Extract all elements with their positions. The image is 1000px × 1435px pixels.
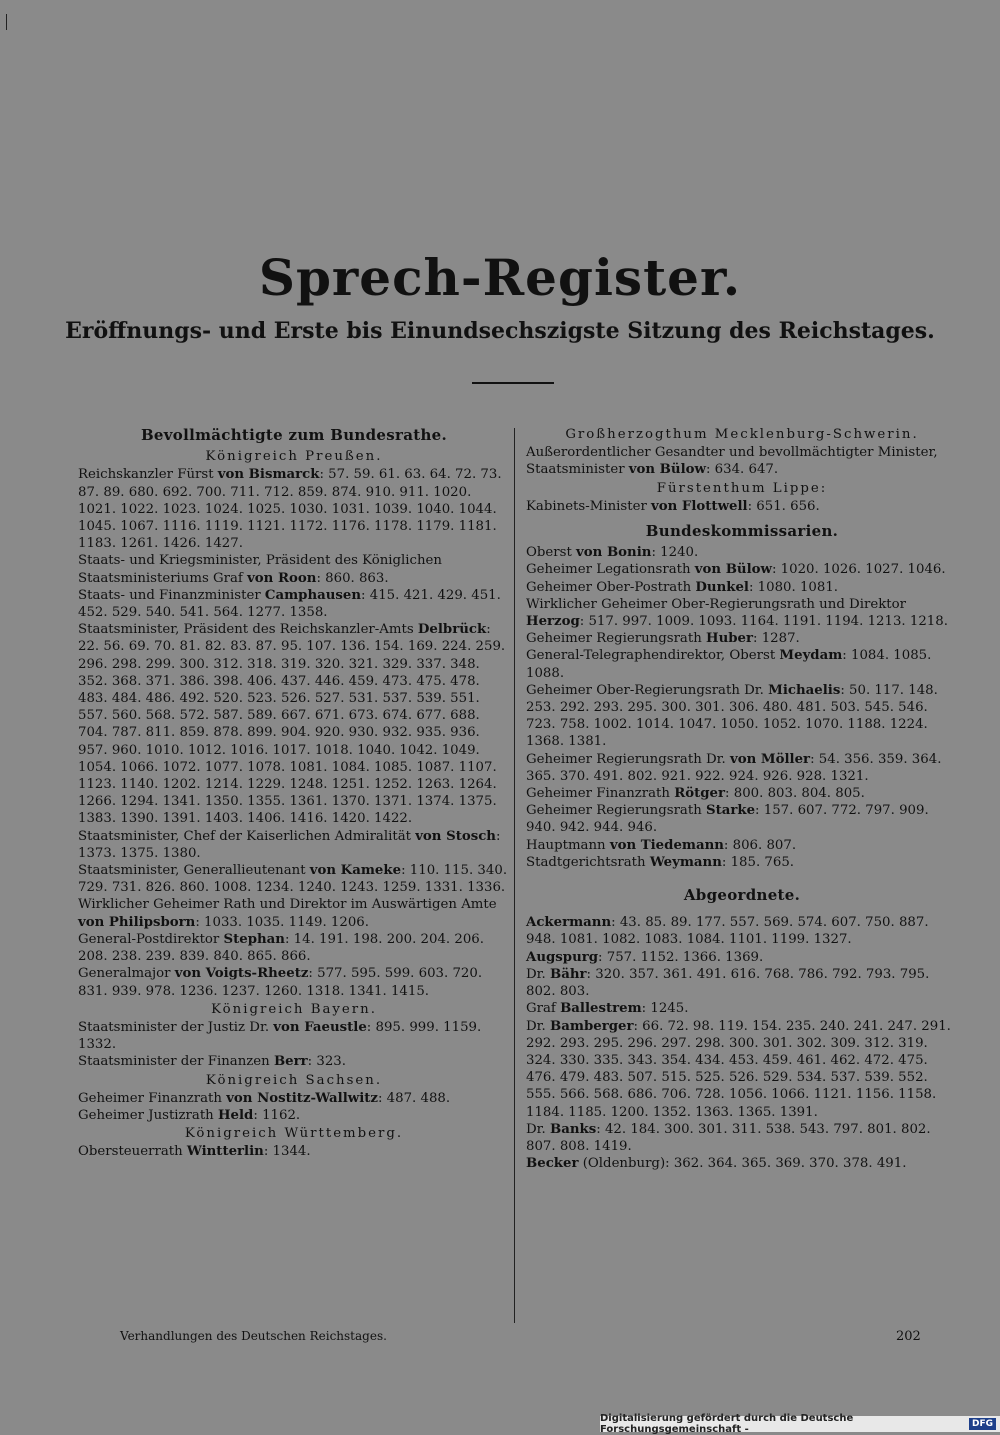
entry-name: Ballestrem: [560, 1001, 642, 1017]
entry-name: Stephan: [223, 931, 285, 947]
entry-name: Meydam: [779, 648, 843, 664]
register-entry: Staatsminister, Präsident des Reichskanzler-Amts Delbrück: 22. 56. 69. 70. 81. 82. 83. 87. 95. 107. 136. 154. 169. 224. 259. 296. 298. 299. 300. 312. 318. 319. 320. 321. 329. 337. 348. 352. 368. 371. 386. 398. 406. 437. 446. 459. 473. 475. 478. 483. 484. 486. 492. 520. 523. 526. 527. 531. 537. 539. 551. 557. 560. 568. 572. 587. 589. 667. 671. 673. 674. 677. 688. 704. 787. 811. 859. 878. 899. 904. 920. 930. 932. 935. 936. 957. 960. 1010. 1012. 1016. 1017. 1018. 1040. 1042. 1049. 1054. 1066. 1072. 1077. 1078. 1081. 1084. 1085. 1087. 1107. 1123. 1140. 1202. 1214. 1229. 1248. 1251. 1252. 1263. 1264. 1266. 1294. 1341. 1350. 1355. 1361. 1370. 1371. 1374. 1375. 1383. 1390. 1391. 1403. 1406. 1416. 1420. 1422.: [78, 622, 506, 827]
column-divider: [514, 428, 515, 1323]
entry-name: Camphausen: [264, 587, 362, 603]
register-entry: Geheimer Justizrath Held: 1162.: [78, 1107, 301, 1123]
register-entry: Staatsminister, Chef der Kaiserlichen Admiralität von Stosch: 1373. 1375. 1380.: [78, 828, 501, 861]
register-entry: General-Telegraphendirektor, Oberst Meydam: 1084. 1085. 1088.: [526, 648, 932, 681]
entry-name: Banks: [550, 1121, 597, 1137]
register-entry: Wirklicher Geheimer Ober-Regierungsrath und Direktor Herzog: 517. 997. 1009. 1093. 1164. 1191. 1194. 1213. 1218.: [526, 596, 948, 630]
entry-name: Michaelis: [768, 682, 841, 698]
register-entry: Staats- und Kriegsminister, Präsident des Königlichen Staatsministeriums Graf von Roon: 860. 863.: [78, 553, 442, 586]
entry-name: von Philipsborn: [78, 914, 196, 930]
entry-name: Dunkel: [695, 579, 749, 595]
entry-name: Becker: [526, 1156, 579, 1172]
dfg-text: Digitalisierung gefördert durch die Deutsche Forschungsgemeinschaft -: [600, 1413, 854, 1435]
register-entry: Reichskanzler Fürst von Bismarck: 57. 59. 61. 63. 64. 72. 73. 87. 89. 680. 692. 700. 711. 712. 859. 874. 910. 911. 1020. 1021. 1022. 1023. 1024. 1025. 1030. 1031. 1039. 1040. 1044. 1045. 1067. 1116. 1119. 1121. 1172. 1176. 1178. 1179. 1181. 1183. 1261. 1426. 1427.: [78, 467, 502, 552]
entry-name: Rötger: [674, 786, 726, 802]
left-column: [78, 425, 510, 1161]
entry-name: Bähr: [550, 966, 587, 982]
dfg-banner: [600, 1413, 1000, 1435]
entry-name: Held: [217, 1107, 254, 1123]
register-entry: Kabinets-Minister von Flottwell: 651. 656.: [526, 498, 820, 514]
entry-name: von Faeustle: [273, 1019, 367, 1035]
subheading-preussen: Königreich Preußen.: [205, 449, 383, 465]
right-column: [526, 425, 958, 1172]
register-entry: Stadtgerichtsrath Weymann: 185. 765.: [526, 854, 795, 870]
register-entry: Geheimer Legationsrath von Bülow: 1020. 1026. 1027. 1046.: [526, 562, 946, 578]
entry-name: Ackermann: [526, 915, 612, 931]
entry-name: von Bonin: [576, 545, 652, 561]
subheading-lippe: Fürstenthum Lippe:: [656, 480, 828, 496]
section-heading-bevollmaechtigte: Bevollmächtigte zum Bundesrathe.: [140, 426, 448, 444]
register-entry: Geheimer Ober-Regierungsrath Dr. Michaelis: 50. 117. 148. 253. 292. 293. 295. 300. 301. 306. 480. 481. 503. 545. 546. 723. 758. 1002. 1014. 1047. 1050. 1052. 1070. 1188. 1224. 1368. 1381.: [526, 682, 938, 750]
register-entry: Staatsminister der Finanzen Berr: 323.: [78, 1054, 346, 1070]
scan-mark: [6, 14, 7, 30]
entry-name: Delbrück: [417, 622, 487, 638]
register-entry: Geheimer Regierungsrath Huber: 1287.: [526, 631, 800, 647]
register-entry: Wirklicher Geheimer Rath und Direktor im Auswärtigen Amte von Philipsborn: 1033. 1035. 1149. 1206.: [78, 897, 497, 930]
register-entry: General-Postdirektor Stephan: 14. 191. 198. 200. 204. 206. 208. 238. 239. 839. 840. 865. 866.: [78, 931, 484, 965]
entry-name: Augspurg: [526, 949, 599, 965]
register-entry: Dr. Banks: 42. 184. 300. 301. 311. 538. 543. 797. 801. 802. 807. 808. 1419.: [526, 1121, 931, 1154]
section-heading-abgeordnete: Abgeordnete.: [683, 886, 801, 905]
register-entry: Geheimer Ober-Postrath Dunkel: 1080. 1081.: [526, 579, 839, 595]
register-entry: Ackermann: 43. 85. 89. 177. 557. 569. 574. 607. 750. 887. 948. 1081. 1082. 1083. 1084. 1101. 1199. 1327.: [526, 915, 929, 948]
register-entry: Geheimer Regierungsrath Starke: 157. 607. 772. 797. 909. 940. 942. 944. 946.: [526, 803, 929, 836]
entry-name: von Roon: [247, 570, 317, 586]
entry-name: von Nostitz-Wallwitz: [226, 1090, 378, 1106]
page-number: 202: [896, 1329, 921, 1344]
page-title: Sprech-Register.: [258, 248, 742, 307]
title-rule: [472, 382, 554, 384]
register-entry: Staats- und Finanzminister Camphausen: 415. 421. 429. 451. 452. 529. 540. 541. 564. 1277. 1358.: [78, 587, 501, 621]
entry-name: von Stosch: [415, 828, 496, 844]
register-entry: Oberst von Bonin: 1240.: [526, 545, 699, 561]
register-entry: Generalmajor von Voigts-Rheetz: 577. 595. 599. 603. 720. 831. 939. 978. 1236. 1237. 1260. 1318. 1341. 1415.: [78, 966, 483, 999]
register-entry: Dr. Bamberger: 66. 72. 98. 119. 154. 235. 240. 241. 247. 291. 292. 293. 295. 296. 297. 298. 300. 301. 302. 309. 312. 319. 324. 330. 335. 343. 354. 434. 453. 459. 461. 462. 472. 475. 476. 479. 483. 507. 515. 525. 526. 529. 534. 537. 539. 552. 555. 566. 568. 686. 706. 728. 1056. 1066. 1121. 1156. 1158. 1184. 1185. 1200. 1352. 1363. 1365. 1391.: [526, 1018, 951, 1120]
entry-name: von Bülow: [694, 562, 772, 578]
register-entry: Augspurg: 757. 1152. 1366. 1369.: [526, 949, 764, 965]
entry-name: Weymann: [649, 854, 722, 870]
subheading-mecklenburg: Großherzogthum Mecklenburg-Schwerin.: [565, 427, 919, 442]
register-entry: Staatsminister, Generallieutenant von Kameke: 110. 115. 340. 729. 731. 826. 860. 1008. 1234. 1240. 1243. 1259. 1331. 1336.: [78, 863, 508, 896]
register-entry: Hauptmann von Tiedemann: 806. 807.: [526, 837, 797, 853]
entry-name: von Tiedemann: [609, 837, 724, 853]
subheading-wuerttemberg: Königreich Württemberg.: [184, 1126, 404, 1142]
entry-name: Starke: [706, 803, 756, 819]
register-entry: Staatsminister der Justiz Dr. von Faeustle: 895. 999. 1159. 1332.: [78, 1019, 482, 1053]
entry-name: von Möller: [730, 751, 811, 767]
entry-name: Huber: [706, 631, 753, 647]
entry-name: Bamberger: [550, 1018, 634, 1034]
register-entry: Geheimer Finanzrath Rötger: 800. 803. 804. 805.: [526, 786, 865, 802]
footer-publication: Verhandlungen des Deutschen Reichstages.: [120, 1329, 387, 1343]
register-entry: Geheimer Finanzrath von Nostitz-Wallwitz: 487. 488.: [78, 1090, 451, 1106]
register-entry: Dr. Bähr: 320. 357. 361. 491. 616. 768. 786. 792. 793. 795. 802. 803.: [526, 966, 930, 1000]
register-entry: Graf Ballestrem: 1245.: [526, 1001, 689, 1017]
entry-name: von Flottwell: [651, 498, 748, 514]
entry-name: Herzog: [526, 614, 580, 630]
subheading-bayern: Königreich Bayern.: [211, 1001, 377, 1017]
section-heading-bundeskommissarien: Bundeskommissarien.: [645, 522, 839, 541]
entry-name: von Bülow: [628, 462, 706, 478]
page-subtitle: Eröffnungs- und Erste bis Einundsechszigste Sitzung des Reichstages.: [65, 318, 935, 344]
register-entry: Obersteuerrath Wintterlin: 1344.: [78, 1144, 311, 1160]
register-entry: Becker (Oldenburg): 362. 364. 365. 369. 370. 378. 491.: [526, 1156, 907, 1172]
dfg-logo: DFG: [969, 1418, 996, 1430]
entry-name: von Kameke: [309, 863, 402, 879]
entry-name: Wintterlin: [186, 1144, 264, 1160]
entry-name: Berr: [273, 1054, 308, 1070]
subheading-sachsen: Königreich Sachsen.: [205, 1072, 383, 1088]
entry-name: von Voigts-Rheetz: [174, 966, 309, 982]
register-entry: Außerordentlicher Gesandter und bevollmächtigter Minister, Staatsminister von Bülow: 634. 647.: [526, 445, 938, 478]
entry-name: von Bismarck: [217, 467, 320, 483]
register-entry: Geheimer Regierungsrath Dr. von Möller: 54. 356. 359. 364. 365. 370. 491. 802. 921. 922. 924. 926. 928. 1321.: [526, 751, 942, 784]
